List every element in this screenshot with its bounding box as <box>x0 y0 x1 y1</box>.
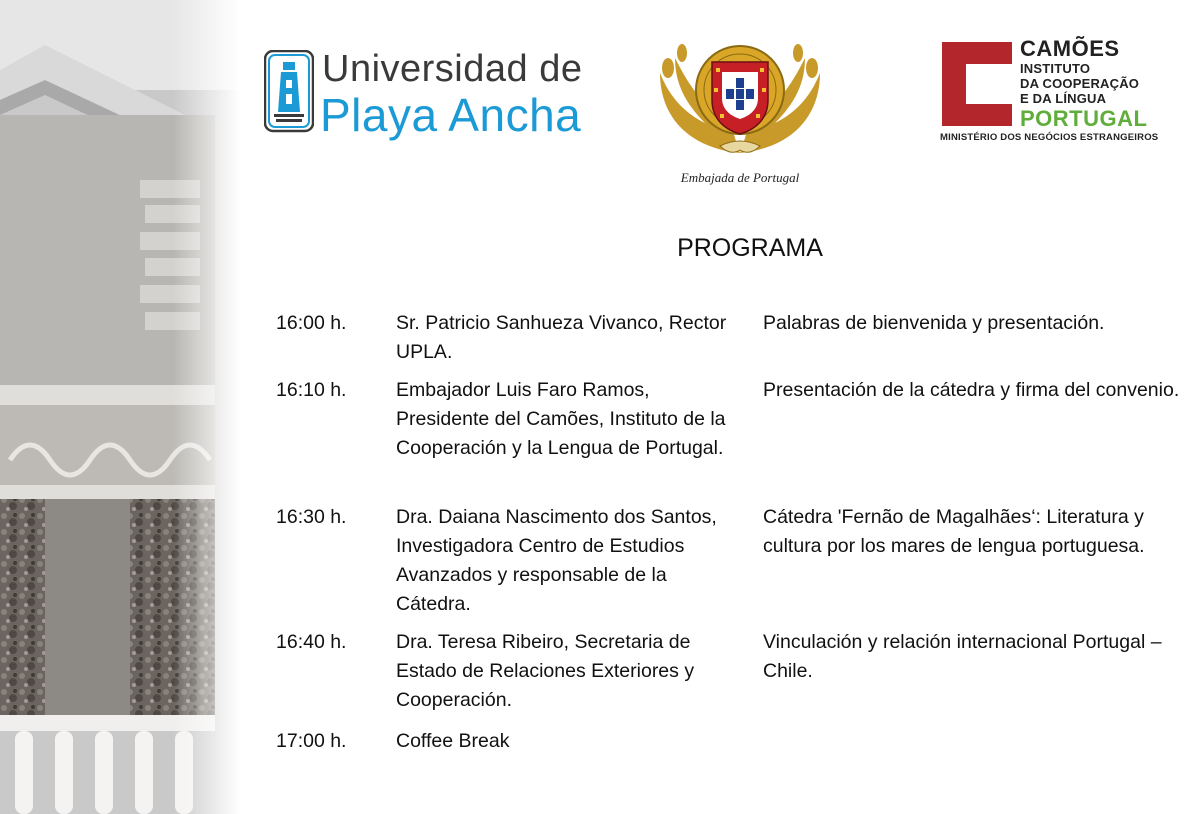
lighthouse-icon <box>264 50 314 134</box>
row-time: 16:00 h. <box>276 312 347 334</box>
camoes-ministry: MINISTÉRIO DOS NEGÓCIOS ESTRANGEIROS <box>940 132 1159 143</box>
row-topic: Palabras de bienvenida y presentación. <box>763 312 1105 334</box>
upla-name-line2: Playa Ancha <box>320 89 582 141</box>
building-photo <box>0 0 240 814</box>
row-time: 16:40 h. <box>276 631 347 653</box>
row-speaker: Coffee Break <box>396 730 510 752</box>
row-time: 16:30 h. <box>276 506 347 528</box>
row-speaker: Embajador Luis Faro Ramos, Presidente del Camões, Instituto de la Cooperación y la Lengua de Portugal. <box>396 379 726 459</box>
camoes-line-instituto: INSTITUTO <box>1020 61 1091 76</box>
camoes-title: CAMÕES <box>1020 36 1120 61</box>
program-title: PROGRAMA <box>677 234 823 262</box>
embassy-logo <box>650 28 830 193</box>
row-topic: Vinculación y relación internacional Portugal – Chile. <box>763 631 1162 682</box>
row-speaker: Sr. Patricio Sanhueza Vivanco, Rector UPLA. <box>396 312 727 363</box>
row-speaker: Dra. Daiana Nascimento dos Santos, Investigadora Centro de Estudios Avanzados y responsable de la Cátedra. <box>396 506 717 615</box>
upla-logo <box>262 46 612 141</box>
coat-of-arms-icon <box>650 28 830 168</box>
row-topic: Presentación de la cátedra y firma del convenio. <box>763 379 1180 401</box>
camoes-logo <box>938 36 1168 148</box>
camoes-line-cooperacao: DA COOPERAÇÃO <box>1020 76 1140 91</box>
row-time: 17:00 h. <box>276 730 347 752</box>
row-speaker: Dra. Teresa Ribeiro, Secretaria de Estado de Relaciones Exteriores y Cooperación. <box>396 631 695 711</box>
camoes-line-lingua: E DA LÍNGUA <box>1020 91 1107 106</box>
row-time: 16:10 h. <box>276 379 347 401</box>
embassy-caption: Embajada de Portugal <box>680 170 800 185</box>
camoes-c-icon <box>938 38 1016 130</box>
row-topic: Cátedra 'Fernão de Magalhães‘: Literatura y cultura por los mares de lengua portuguesa. <box>763 506 1145 557</box>
upla-name-line1: Universidad de <box>322 48 583 90</box>
camoes-portugal: PORTUGAL <box>1020 106 1148 131</box>
